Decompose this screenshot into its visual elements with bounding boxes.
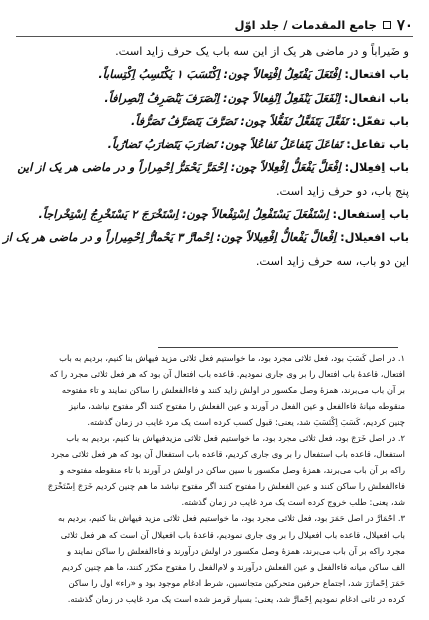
line-text: پنج باب، دو حرف زاید است. [275,184,409,198]
text-line [30,203,409,226]
bab-label: باب افتعال: [340,68,409,82]
text-line [30,250,409,273]
footnote-line: باب افعیلال، قاعده باب افعیلال را بر وی جاری نمودیم، قاعدهٔ باب افعیلال آن است که هر فعل ثلاثی [60,529,405,540]
header-rule [16,36,413,37]
book-title: جامع المقدمات / جلد اوّل [234,18,377,32]
footnote-line: ۱. در اصل کَسَبَ بود، فعل ثلاثی مجرد بود، ما خواستیم فعل ثلاثی مزید فیهاش بنا کنیم، بردیم به باب [59,353,405,363]
footnote-line: استفعال، قاعده باب استفعال را بر وی جاری کردیم، قاعده باب استفعال آن بود که هر فعل ثلاثی مجرد [50,449,405,460]
bab-label: باب انفعال: [340,91,409,105]
footnote-line: الف ساکن میانه فاءالفعل و عین الفعلش درآورند و لام‌الفعل را مفتوح مکرّر کنند، ما هم چنین کردیم [61,561,405,572]
text-line [30,133,409,156]
line-text: و ضَیراباً و در ماضی هر یک از این سه باب یک حرف زاید است. [115,45,409,58]
text-line [30,180,409,203]
text-line [30,110,409,133]
footnote-line: ۳. احْمَارَّ در اصل حَمَرَ بود، فعل ثلاثی مجرد بود، ما خواستیم فعل ثلاثی مزید فیهاش بنا کنیم، بردیم به [57,513,405,524]
footnote-line: ۲. در اصل خَرَجَ بود، فعل ثلاثی مجرد بود، ما خواستیم فعل ثلاثی مزیدفیهاش بنا کنیم، بردیم به باب [66,433,405,444]
bab-label: باب تفعّل: [347,114,409,128]
footnote-line: افتعال، قاعدهٔ باب افتعال را بر وی جاری نمودیم. قاعده باب افتعال آن بود که هر فعل ثلاثی مجرد را که [49,369,405,380]
text-line [17,156,409,179]
square-ornament-icon [383,21,391,29]
line-text: این دو باب، سه حرف زاید است. [255,254,409,268]
page-number: ۷۰ [396,16,413,34]
bab-label: باب اِفعِلال: [340,161,409,175]
text-line [3,226,409,249]
footnote-separator [158,347,398,348]
line-text: اِفْتَعَلَ یَفْتَعِلُ اِفْتِعالاً چون: اِکْتَسَبَ ۱ یَکْتَسِبُ اِکْتِساباً. [98,68,341,82]
bab-label: باب اِستفعال: [328,208,409,222]
text-line [30,40,409,63]
footnote-line: راکه بر آن باب می‌برند، همزهٔ وصل مکسور با سین ساکن در اولش در آورند با تاء منقوطه مفتوحه و [60,465,405,476]
footnote-line: منقوطه میانهٔ فاءالفعل و عین الفعل در آورند و عین الفعلش را مفتوح کنند اگر مفتوح نباشد، مانیز [68,401,405,412]
footnote-line: حَمَرَ اِحْمارَرَ شد، اجتماع حرفین متحرکین متجانسین، شرط ادغام موجود بود و «راء» اول را ساکن [68,577,405,588]
line-text: اِسْتَفْعَلَ یَسْتَفْعِلُ اِسْتِفْعالاً چون: اِسْتَخْرَجَ ۲ یَسْتَخْرِجُ اِسْتِخْراجاً. [38,208,329,222]
bab-label: باب افعیلال: [336,231,409,245]
text-line [30,63,409,86]
footnotes [20,350,405,607]
text-line [30,87,409,110]
line-text: اِنْفَعَلَ یَنْفَعِلُ اِنْفِعالاً چون: اِنْصَرَفَ یَنْصَرِفُ اِنْصِرافاً. [104,91,341,105]
footnote-line: مجرد راکه بر آن باب می‌برند، همزهٔ وصل مکسور در اولش درآورند و فاءالفعلش را ساکن نمایند و [67,545,405,556]
footnote-line: فاءالفعلش را ساکن کنند و عین الفعلش را مفتوح کنند اگر مفتوح نباشد ما هم چنین کردیم خَرَجَ اِسْتَخْرَجَ [47,481,405,492]
line-text: تَفاعَلَ یَتَفاعَلُ تَفاعُلاً چون: تَضارَبَ یَتَضارَبُ تَضارُباً. [107,138,343,152]
footnote-line: کرده در ثانی ادغام نمودیم اِحْمارَّ شد، یعنی: بسیار قرمز شده است یک مرد غایب در زمان گذشته. [67,593,405,604]
page-header [16,14,413,36]
footnote-line: شد، یعنی: طلب خروج کرده است یک مرد غایب در زمان گذشته. [181,497,405,508]
footnote-line: بر آن باب می‌برند، همزهٔ وصل مکسور در اولش زاید کنند و فاءالفعلش را ساکن نمایند و تاء مفتوحه [61,385,405,396]
line-text: اِفْعَلَّ یَفْعَلُّ اِفْعِلالاً چون: اِحْمَرَّ یَحْمَرُّ اِحْمِراراً و در ماضی هر یک از این [17,161,341,175]
main-text [3,40,409,273]
footnote-line: چنین کردیم، کَسَبَ اِکْتَسَبَ شد، یعنی: قبول کسب کرده است یک مرد غایب در زمان گذشته. [87,417,405,428]
bab-label: باب تفاعل: [342,138,409,152]
line-text: تَفَعَّلَ یَتَفَعَّلُ تَفَعُّلاً چون: تَصَرَّفَ یَتَصَرَّفُ تَصَرُّفاً. [131,114,348,128]
line-text: اِفْعالَّ یَفْعالُّ اِفْعِیلالاً چون: اِحْمارَّ ۳ یَحْمارُّ اِحْمِیراراً و در ماضی هر یک از [3,231,337,245]
